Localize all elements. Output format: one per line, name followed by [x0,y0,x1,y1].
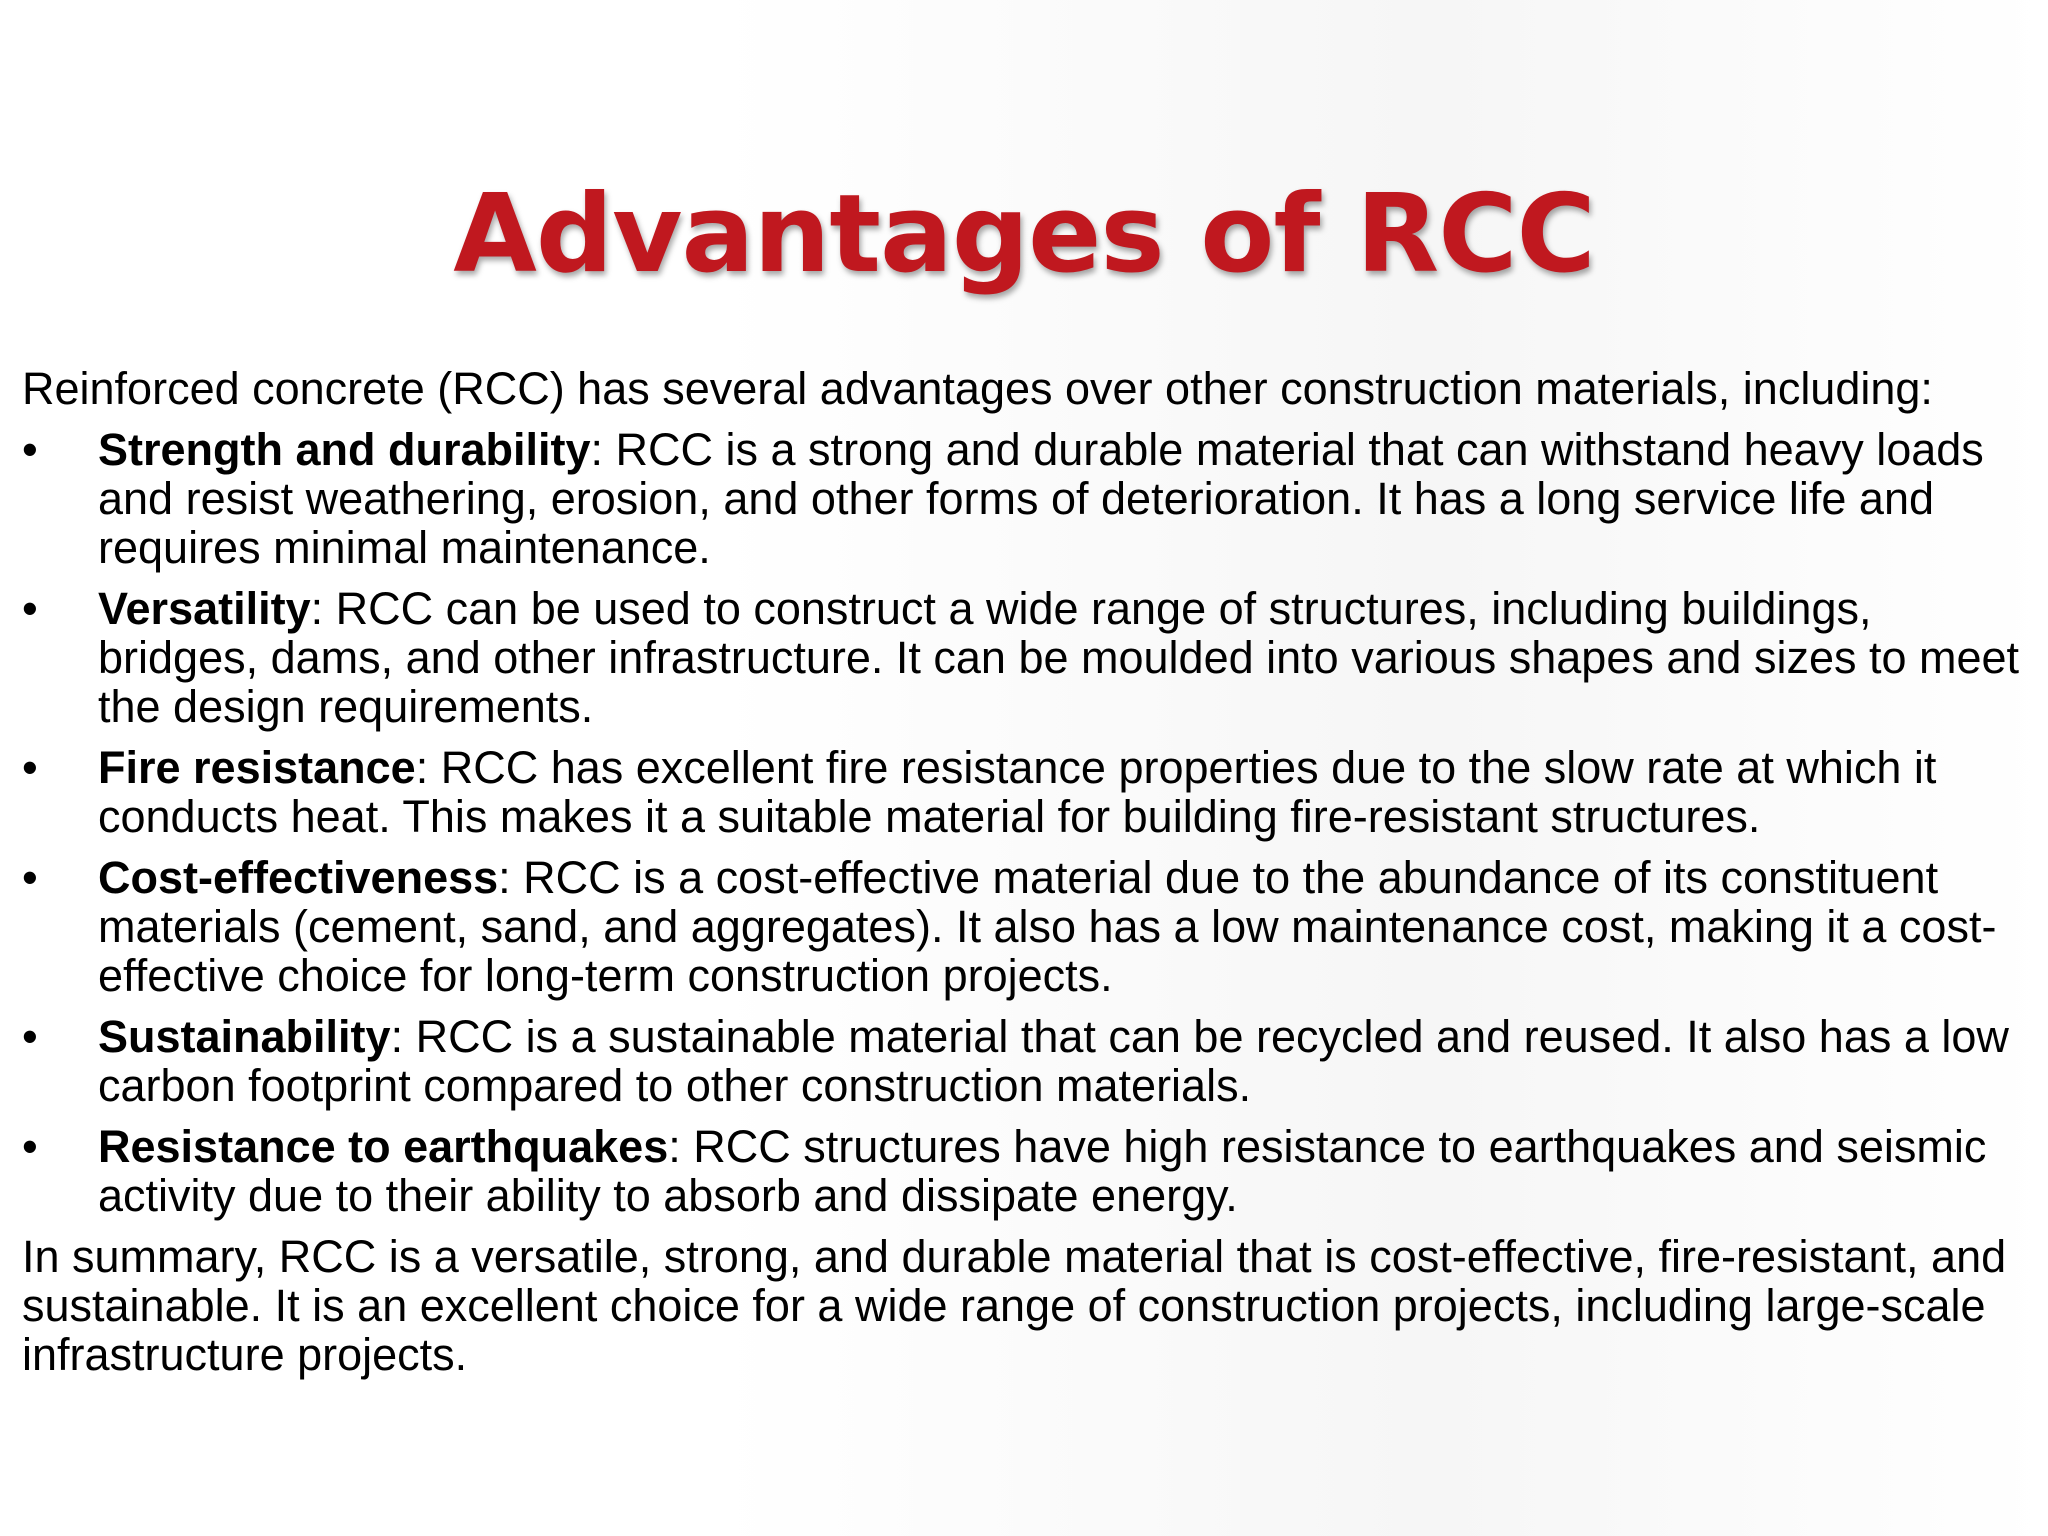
item-text: : RCC can be used to construct a wide range of structures, including buildings, bridges, dams, and other infrastructure. It can be moulded into various shapes and sizes to meet the design requirements. [98,583,2020,732]
item-text: : RCC structures have high resistance to earthquakes and seismic activity due to their ability to absorb and dissipate energy. [98,1121,1987,1221]
bullet-icon: • [22,1121,38,1172]
item-term: Versatility [98,583,311,634]
list-item-fire-resistance [22,743,2028,841]
list-item-cost-effectiveness [22,853,2028,1000]
bullet-icon: • [22,742,38,793]
summary-text: In summary, RCC is a versatile, strong, and durable material that is cost-effective, fire-resistant, and sustainable. It is an excellent choice for a wide range of construction projects, including large-scale infrastructure projects. [22,1231,2007,1380]
item-term: Cost-effectiveness [98,852,499,903]
intro-text: Reinforced concrete (RCC) has several advantages over other construction materials, including: [22,363,1933,414]
item-term: Resistance to earthquakes [98,1121,669,1172]
slide-body [22,364,2028,1379]
item-text: : RCC is a sustainable material that can be recycled and reused. It also has a low carbon footprint compared to other construction materials. [98,1011,2009,1111]
bullet-icon: • [22,583,38,634]
list-item-strength [22,425,2028,572]
item-text: : RCC has excellent fire resistance properties due to the slow rate at which it conducts heat. This makes it a suitable material for building fire-resistant structures. [98,742,1937,842]
item-term: Sustainability [98,1011,391,1062]
advantages-list [22,425,2028,1220]
slide-title: Advantages of RCC [453,172,1595,297]
bullet-icon: • [22,852,38,903]
item-text: : RCC is a cost-effective material due to the abundance of its constituent materials (cement, sand, and aggregates). It also has a low maintenance cost, making it a cost-effective choice for long-term construction projects. [98,852,1997,1001]
bullet-icon: • [22,1011,38,1062]
item-text: : RCC is a strong and durable material that can withstand heavy loads and resist weathering, erosion, and other forms of deterioration. It has a long service life and requires minimal maintenance. [98,424,1984,573]
item-term: Strength and durability [98,424,591,475]
item-term: Fire resistance [98,742,416,793]
list-item-versatility [22,584,2028,731]
list-item-earthquake-resistance [22,1122,2028,1220]
bullet-icon: • [22,424,38,475]
list-item-sustainability [22,1012,2028,1110]
